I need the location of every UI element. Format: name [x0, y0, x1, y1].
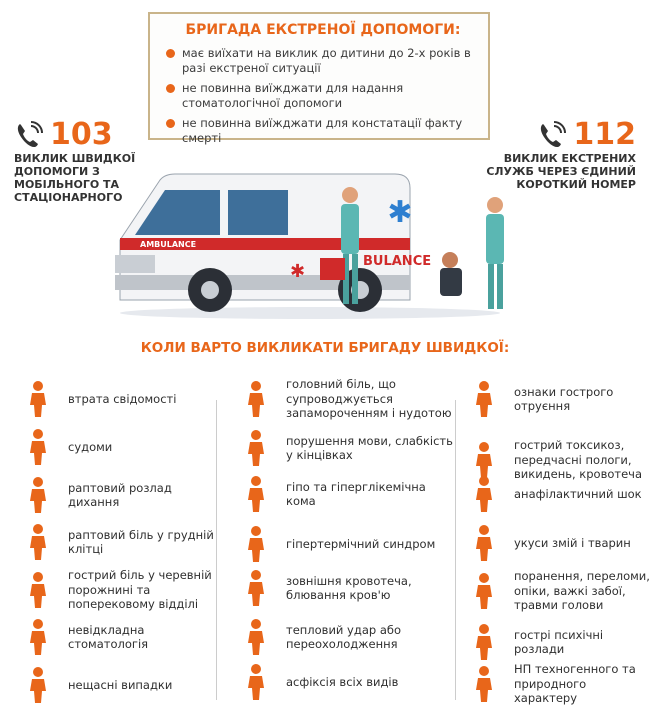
- thermometer-icon: [234, 524, 278, 564]
- symptom-item: [16, 617, 216, 657]
- chest-pain-icon: [16, 522, 60, 562]
- symptom-item: [234, 428, 459, 468]
- symptom-item: [462, 379, 650, 419]
- symptom-label: гострий токсикоз, передчасні пологи, викидень, кровотеча: [514, 438, 643, 482]
- symptom-label: укуси змій і тварин: [514, 535, 631, 550]
- symptom-item: [234, 379, 459, 419]
- breathing-icon: [16, 475, 60, 515]
- column-divider: [216, 400, 217, 700]
- symptom-item: [462, 523, 650, 563]
- svg-text:✱: ✱: [387, 195, 413, 230]
- symptom-label: невідкладна стоматологія: [68, 622, 149, 651]
- symptom-item: [462, 664, 650, 704]
- vomit-icon: [234, 568, 278, 608]
- symptom-item: [16, 570, 216, 610]
- symptom-label: поранення, переломи, опіки, важкі забої, травми голови: [514, 569, 650, 613]
- symptom-item: [462, 622, 650, 662]
- speech-icon: [234, 428, 278, 468]
- symptom-item: [462, 474, 650, 514]
- phone-112-text: ВИКЛИК ЕКСТРЕНИХ СЛУЖБ ЧЕРЕЗ ЄДИНИЙ КОРОТКИЙ НОМЕР: [486, 152, 636, 191]
- phone-icon: [537, 120, 567, 150]
- when-to-call-heading: КОЛИ ВАРТО ВИКЛИКАТИ БРИГАДУ ШВИДКОЇ:: [140, 340, 510, 356]
- injury-icon: [462, 571, 506, 611]
- symptom-label: порушення мови, слабкість у кінцівках: [286, 433, 453, 462]
- phone-103-number: 103: [50, 117, 113, 152]
- symptom-item: [16, 522, 216, 562]
- symptom-label: гіпертермічний синдром: [286, 536, 436, 551]
- falling-person-icon: [16, 379, 60, 419]
- dog-bite-icon: [462, 523, 506, 563]
- info-box: [148, 12, 490, 145]
- poisoning-icon: [462, 379, 506, 419]
- mental-icon: [462, 622, 506, 662]
- symptom-label: раптовий розлад дихання: [68, 480, 172, 509]
- symptom-label: нещасні випадки: [68, 677, 173, 692]
- van-front-label: AMBULANCE: [140, 240, 197, 249]
- symptom-label: гіпо та гіперглікемічна кома: [286, 479, 426, 508]
- van-side-label: BULANCE: [363, 254, 432, 269]
- sun-icon: [234, 617, 278, 657]
- ambulance-illustration: [110, 150, 520, 325]
- symptom-label: асфіксія всіх видів: [286, 674, 399, 689]
- phone-103-text: ВИКЛИК ШВИДКОЇ ДОПОМОГИ З МОБІЛЬНОГО ТА СТАЦІОНАРНОГО: [14, 152, 136, 204]
- symptom-label: анафілактичний шок: [514, 486, 642, 501]
- symptom-item: [234, 662, 459, 702]
- symptom-label: гострі психічні розлади: [514, 627, 604, 656]
- symptom-label: судоми: [68, 439, 113, 454]
- symptom-label: втрата свідомості: [68, 391, 177, 406]
- symptom-label: зовнішня кровотеча, блювання кров'ю: [286, 573, 412, 602]
- info-box-title: БРИГАДА ЕКСТРЕНОЇ ДОПОМОГИ:: [185, 22, 461, 38]
- symptom-item: [234, 568, 459, 608]
- symptom-item: [16, 665, 216, 705]
- symptom-item: [16, 475, 216, 515]
- symptom-label: раптовий біль у грудній клітці: [68, 527, 214, 556]
- tooth-icon: [16, 617, 60, 657]
- abdominal-pain-icon: [16, 570, 60, 610]
- symptom-label: НП техногенного та природного характеру: [514, 662, 636, 706]
- symptom-item: [234, 617, 459, 657]
- info-item: не повинна виїжджати для констатації факту смерті: [166, 116, 480, 145]
- symptom-item: [16, 379, 216, 419]
- symptom-label: тепловий удар або переохолодження: [286, 622, 401, 651]
- info-item: має виїхати на виклик до дитини до 2-х років в разі екстреної ситуації: [166, 46, 480, 75]
- phone-112-number: 112: [573, 117, 636, 152]
- symptom-item: [16, 427, 216, 467]
- lying-person-icon: [234, 474, 278, 514]
- symptom-item: [234, 524, 459, 564]
- lungs-icon: [462, 474, 506, 514]
- fire-icon: [462, 664, 506, 704]
- svg-text:✱: ✱: [290, 261, 306, 282]
- cpr-icon: [234, 662, 278, 702]
- phone-icon: [14, 120, 44, 150]
- symptom-item: [234, 474, 459, 514]
- symptom-label: ознаки гострого отруєння: [514, 384, 614, 413]
- headache-icon: [234, 379, 278, 419]
- info-item: не повинна виїжджати для надання стоматологічної допомоги: [166, 81, 480, 110]
- seizure-icon: [16, 427, 60, 467]
- symptom-label: головний біль, що супроводжується запамороченням і нудотою: [286, 377, 452, 421]
- symptom-label: гострий біль у черевній порожнині та поперековому відділі: [68, 568, 212, 612]
- symptom-item: [462, 571, 650, 611]
- stairs-fall-icon: [16, 665, 60, 705]
